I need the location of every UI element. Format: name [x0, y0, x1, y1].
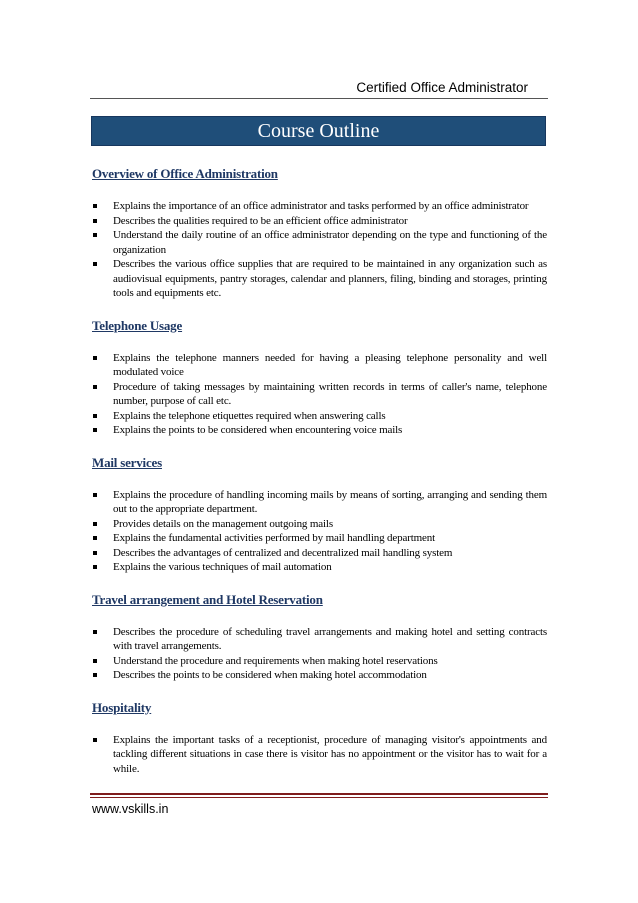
list-item-text: Describes the qualities required to be an efficient office administrator: [113, 214, 408, 227]
list-item-text: Describes the procedure of scheduling travel arrangements and making hotel and setting contracts with travel arrangements.: [113, 625, 547, 652]
list-item: [92, 668, 547, 683]
list-item-text: Describes the advantages of centralized and decentralized mail handling system: [113, 546, 453, 559]
list-item-text: Explains the points to be considered when encountering voice mails: [113, 424, 403, 436]
section-travel-hotel: [92, 592, 547, 683]
list-item-text: Procedure of taking messages by maintaining written records in terms of caller's name, telephone number, purpose of call etc.: [113, 380, 547, 407]
bullet-list: [92, 733, 547, 777]
list-item-text: Explains the telephone manners needed for having a pleasing telephone personality and well modulated voice: [113, 351, 547, 378]
square-bullet-icon: [93, 204, 97, 208]
list-item: [92, 214, 547, 229]
square-bullet-icon: [93, 428, 97, 432]
bullet-list: [92, 199, 547, 301]
square-bullet-icon: [93, 522, 97, 526]
list-item: [92, 488, 547, 517]
square-bullet-icon: [93, 738, 97, 742]
list-item-text: Understand the procedure and requirements when making hotel reservations: [113, 654, 438, 667]
square-bullet-icon: [93, 385, 97, 389]
square-bullet-icon: [93, 630, 97, 634]
section-title: Telephone Usage: [92, 317, 183, 333]
square-bullet-icon: [93, 493, 97, 497]
section-overview: [92, 166, 547, 301]
bullet-list: [92, 488, 547, 575]
square-bullet-icon: [93, 262, 97, 266]
bullet-list: [92, 625, 547, 683]
list-item-text: Explains the procedure of handling incoming mails by means of sorting, arranging and sending them out to the appropriate department.: [113, 488, 547, 515]
list-item: [92, 199, 547, 214]
square-bullet-icon: [93, 659, 97, 663]
list-item: [92, 228, 547, 257]
list-item-text: Explains the important tasks of a receptionist, procedure of managing visitor's appointments and tackling different situations in case there is visitor has no appointment or the visitor has to wait for a while.: [113, 733, 547, 775]
square-bullet-icon: [93, 565, 97, 569]
list-item-text: Explains the telephone etiquettes required when answering calls: [113, 409, 386, 422]
list-item-text: Provides details on the management outgoing mails: [113, 517, 333, 530]
list-item-text: Explains the importance of an office administrator and tasks performed by an office administrator: [113, 200, 529, 212]
list-item-text: Describes the various office supplies that are required to be maintained in any organization such as audiovisual equipments, pantry storages, calendar and planners, filing, binding and storages, printing tools and equipments etc.: [113, 258, 547, 299]
list-item-text: Describes the points to be considered when making hotel accommodation: [113, 669, 427, 681]
square-bullet-icon: [93, 414, 97, 418]
list-item: [92, 409, 547, 424]
square-bullet-icon: [93, 233, 97, 237]
footer-divider-thin: [90, 797, 548, 798]
list-item: [92, 733, 547, 777]
section-title: Overview of Office Administration: [92, 166, 278, 181]
list-item: [92, 560, 547, 575]
list-item: [92, 517, 547, 532]
course-outline-banner: Course Outline: [91, 116, 546, 146]
document-body: [92, 166, 547, 793]
list-item: [92, 380, 547, 409]
section-telephone-usage: [92, 318, 547, 438]
square-bullet-icon: [93, 673, 97, 677]
footer-website: www.vskills.in: [92, 802, 169, 816]
bullet-list: [92, 351, 547, 438]
list-item-text: Explains the fundamental activities performed by mail handling department: [113, 532, 436, 544]
list-item: [92, 257, 547, 301]
square-bullet-icon: [93, 219, 97, 223]
page-header-title: Certified Office Administrator: [356, 80, 528, 95]
list-item: [92, 546, 547, 561]
list-item: [92, 654, 547, 669]
square-bullet-icon: [93, 356, 97, 360]
section-title: Mail services: [92, 454, 162, 470]
list-item: [92, 531, 547, 546]
square-bullet-icon: [93, 536, 97, 540]
footer-divider-thick: [90, 793, 548, 795]
section-hospitality: [92, 700, 547, 777]
section-title: Travel arrangement and Hotel Reservation: [92, 591, 323, 607]
list-item-text: Understand the daily routine of an office administrator depending on the type and functioning of the organization: [113, 229, 547, 256]
square-bullet-icon: [93, 551, 97, 555]
section-mail-services: [92, 455, 547, 575]
list-item: [92, 423, 547, 438]
list-item: [92, 625, 547, 654]
list-item-text: Explains the various techniques of mail automation: [113, 561, 332, 573]
header-divider: [90, 98, 548, 99]
list-item: [92, 351, 547, 380]
section-title: Hospitality: [92, 699, 152, 715]
